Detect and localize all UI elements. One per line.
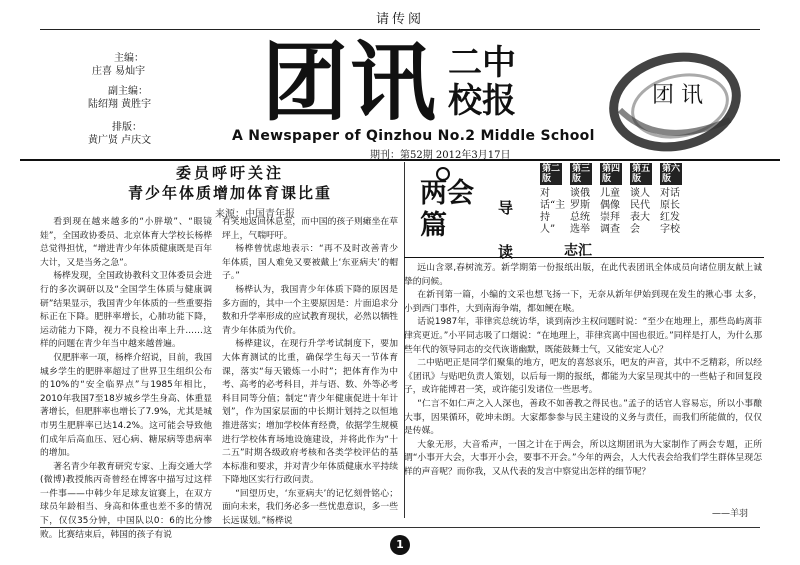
- feature-title: 两会篇: [420, 178, 474, 241]
- deputy-names: 陆绍翔 黄胜宇: [88, 99, 152, 110]
- paragraph: 仅肥胖率一项，杨桦介绍说，目前，我国城乡学生的肥胖率超过了世界卫生组织公布的10%的“安全临界点”与1985年相比，2010年我国7至18岁城乡学生身高、体重显著增长，但肥胖率也增长了7.9%，尤其是城市男生肥胖率已达14.2%。这可能会导致他们成年后高血压、冠心病、糖尿病等患病率的增加。: [40, 352, 212, 459]
- toc-item-page2: [540, 163, 566, 236]
- toc-tag: 第五版: [632, 164, 651, 184]
- editorial-column: [404, 262, 762, 480]
- article-column-2: [222, 216, 398, 529]
- paragraph: 著名青少年教育研究专家、上海交通大学(微博)教授熊丙奇曾经在博客中描写过这样一件事——中韩少年足球友谊赛上，在双方球员年龄相当、身高和体重也差不多的情况下，仅仅35分钟，中国队以0：6的比分惨败。比赛结束后，韩国的孩子有说: [40, 461, 212, 540]
- paragraph: 杨桦认为，我国青少年体质下降的原因是多方面的，其中一个主要原因是：片面追求分数和升学率形成的应试教育现状，必然以牺牲青少年体质为代价。: [222, 284, 398, 336]
- article-headline-line1: 委员呼吁关注: [175, 164, 284, 182]
- article-source: 来源：中国青年报: [215, 209, 295, 220]
- toc-title: 对话原长红发字校: [660, 188, 680, 235]
- toc-tag: 第二版: [542, 164, 561, 184]
- tuanxun-logo: [600, 40, 750, 160]
- paragraph: 远山含翠,春树流芳。新学期第一份报纸出版，在此代表团讯全体成员向诸位朋友献上诚挚的问候。: [404, 263, 762, 287]
- bottom-divider: [40, 527, 760, 528]
- toc-item-page5: [630, 163, 652, 236]
- paragraph: 二中贴吧正是同学们聚集的地方，吧友的喜怒哀乐，吧友的声音，其中不乏精彩，所以经《团讯》与贴吧负责人策划，以后每一期的报纸，都能为大家呈现其中的一些帖子和回复段子，或许能博君一笑，或许能引发诸位一些思考。: [404, 358, 762, 396]
- toc-title: 儿童偶像崇拜调查: [600, 188, 620, 235]
- toc-title: 谈俄罗斯总统选举: [570, 188, 590, 235]
- toc-title: 谈人民代表大会: [630, 188, 650, 235]
- editorial-signature: ——羊羽: [712, 509, 749, 519]
- paragraph: “回望历史，‘东亚病夫’的记忆刻骨铭心；面向未来，我们务必多一些忧患意识，多一些长远谋划。”杨桦说: [222, 488, 398, 527]
- toc-title: 对话“主持人”: [540, 188, 566, 235]
- paragraph: “仁言不如仁声之入人深也，善政不如善教之得民也。”孟子的话官人容易忘，所以小事酿大事，因果循环，乾坤未朗。大家都参参与民主建设的义务与责任，而我们所能做的，仅仅是传媒。: [404, 398, 762, 437]
- paragraph: 看到现在越来越多的“小胖墩”、“眼镜娃”，全国政协委员、北京体育大学校长杨桦总觉得担忧，“增进青少年体质健康既是百年大计，又是当务之急”。: [40, 217, 212, 268]
- layout-names: 黄广贤 卢庆文: [88, 135, 152, 146]
- editorial-divider: [404, 257, 764, 258]
- school-line2: 校报: [448, 81, 516, 121]
- page-number: 1: [390, 535, 410, 555]
- layout-role: 排版：: [112, 122, 142, 133]
- editor-role: 主编：: [114, 53, 144, 64]
- masthead-divider: [20, 159, 780, 161]
- masthead-english: A Newspaper of Qinzhou No.2 Middle School: [232, 128, 595, 144]
- paragraph: 在新刊第一篇，小编的文采也想飞扬一下，无奈从新年伊始到现在发生的揪心事 太多，小到西门事件，大到南海争端，都如鲠在喉。: [404, 290, 762, 314]
- toc-item-page3: [570, 163, 592, 236]
- paragraph: 有笑地返回休息室，而中国的孩子则瘫坐在草坪上，气喘吁吁。: [222, 217, 398, 241]
- editor-names: 庄喜 易灿宇: [92, 66, 146, 77]
- masthead-title: 团讯: [262, 32, 438, 133]
- logo-text: 团 讯: [652, 83, 703, 108]
- paragraph: 话说1987年，菲律宾总统访华，谈到南沙主权问题时说：“至少在地理上，那些岛屿离菲律宾更近。”小平同志吸了口烟说：“在地理上，菲律宾离中国也很近。”同样是打人，为什么那些年代的领导同志的交代诙谐幽默，既能鼓舞士气，又能安定人心？: [404, 317, 762, 355]
- paragraph: 杨桦曾忧虑地表示：“再不及时改善青少年体质，国人难免又要被戴上‘东亚病夫’的帽子。”: [222, 244, 398, 282]
- school-line1: 二中: [448, 43, 516, 83]
- deputy-role: 副主编：: [108, 86, 148, 97]
- circulate-label: 请传阅: [375, 12, 424, 27]
- toc-item-page4: [600, 163, 622, 236]
- top-divider: [40, 29, 760, 30]
- toc-item-page6: [660, 163, 682, 236]
- paragraph: 大象无形，大音希声，一国之计在于两会，所以这期团讯为大家制作了两会专题，正所谓“小事开大会，大事开小会，要事不开会。”今年的两会，人大代表会给我们学生群体呈现怎样的声音呢？而你我，又从代表的发言中察觉出怎样的细节呢？: [404, 439, 762, 477]
- issue-date: 期刊：第52期 2012年3月17日: [370, 150, 511, 161]
- toc-tag: 第六版: [662, 164, 681, 184]
- paragraph: 杨桦建议，在现行升学考试制度下，要加大体育测试的比重，确保学生每天一节体育课，落实“每天锻炼一小时”；把体育作为中考、高考的必考科目，并与语、数、外等必考科目同等分值；制定“青少年健康促进十年计划”，作为国家层面的中长期计划持之以恒地推进落实；增加学校体育经费，依据学生规模进行学校体育场地设施建设，并将此作为“十二五”时期各级政府考核和各类学校评估的基本标准和要求，并对青少年体质健康水平持续下降地区实行行政问责。: [222, 339, 398, 486]
- masthead-school: [448, 44, 528, 120]
- editorial-heading: 志汇: [564, 243, 592, 259]
- toc-tag: 第四版: [602, 164, 621, 184]
- guide-label: 导读: [498, 199, 514, 261]
- article-headline-line2: 青少年体质增加体育课比重: [127, 184, 332, 202]
- paragraph: 杨桦发现，全国政协教科文卫体委员会进行的多次调研以及“全国学生体质与健康调研”结果显示，我国青少年体质的一些重要指标正在下降。肥胖率增长，心肺功能下降，运动能力下降，视力不良检出率上升……这样的问题在青少年当中越来越普遍。: [40, 271, 212, 350]
- article-column-1: [40, 216, 212, 542]
- toc-tag: 第三版: [572, 164, 591, 184]
